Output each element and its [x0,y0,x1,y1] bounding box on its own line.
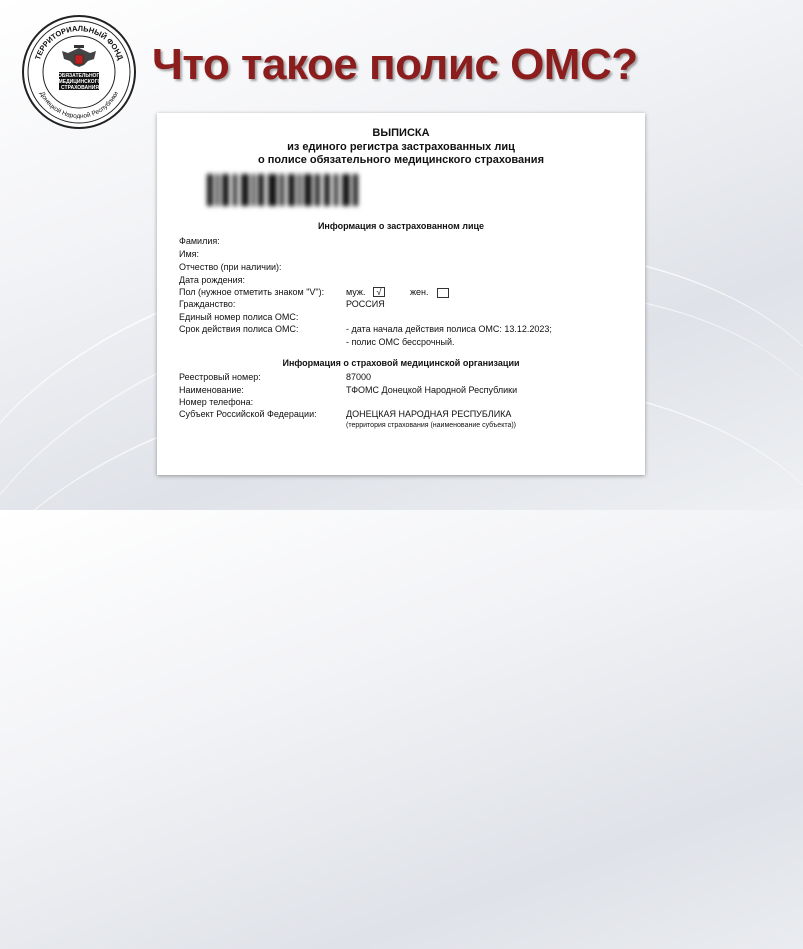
document-subheading: о полисе обязательного медицинского страхования [257,154,544,166]
sex-label: Пол (нужное отметить знаком "V"): [179,287,325,297]
registry-number-label: Реестровый номер: [179,372,261,382]
page-title: Что такое полис ОМС? [152,40,638,89]
document-heading: ВЫПИСКА [372,127,430,139]
policy-number-label: Единый номер полиса ОМС: [179,312,299,322]
logo-center-line3: СТРАХОВАНИЯ [61,85,99,91]
insurer-section-title: Информация о страховой медицинской организации [282,358,520,368]
male-checkbox [373,287,385,297]
svg-text:Донецкой Народной Республики [38,90,120,120]
organization-name-label: Наименование: [179,385,244,395]
validity-start-value: - дата начала действия полиса ОМС: 13.12.2023; [346,324,552,334]
fund-seal-icon [24,17,134,127]
insured-section-title: Информация о застрахованном лице [317,221,485,231]
validity-term-value: - полис ОМС бессрочный. [346,337,455,347]
citizenship-label: Гражданство: [179,299,236,309]
female-checkbox [437,288,449,298]
federal-subject-label: Субъект Российской Федерации: [179,409,317,419]
birth-date-label: Дата рождения: [179,275,245,285]
blurred-barcode [203,172,367,208]
registry-number-value: 87000 [346,372,372,382]
surname-label: Фамилия: [179,236,220,246]
logo-center-line2: МЕДИЦИНСКОГО [58,79,102,85]
logo-top-text: ТЕРРИТОРИАЛЬНЫЙ ФОНД [33,23,125,62]
document-subheading: из единого регистра застрахованных лиц [287,141,515,153]
name-label: Имя: [179,249,200,259]
checkmark-icon: √ [376,287,382,297]
male-label: муж. [346,287,366,297]
citizenship-value: РОССИЯ [346,299,385,309]
patronymic-label: Отчество (при наличии): [179,262,282,272]
organization-name-value: ТФОМС Донецкой Народной Республики [346,385,518,395]
federal-subject-note: (территория страхования (наименование субъекта)) [346,422,517,429]
eagle-emblem-icon [62,45,96,67]
validity-label: Срок действия полиса ОМС: [179,324,299,334]
phone-label: Номер телефона: [179,397,254,407]
logo-center-text [58,73,102,91]
fund-logo [22,15,136,129]
logo-bottom-text: Донецкой Народной Республики [38,90,120,121]
logo-center-line1: ОБЯЗАТЕЛЬНОГО [58,73,104,79]
policy-extract-document [157,113,645,475]
federal-subject-value: ДОНЕЦКАЯ НАРОДНАЯ РЕСПУБЛИКА [346,409,512,419]
female-label: жен. [410,287,429,297]
